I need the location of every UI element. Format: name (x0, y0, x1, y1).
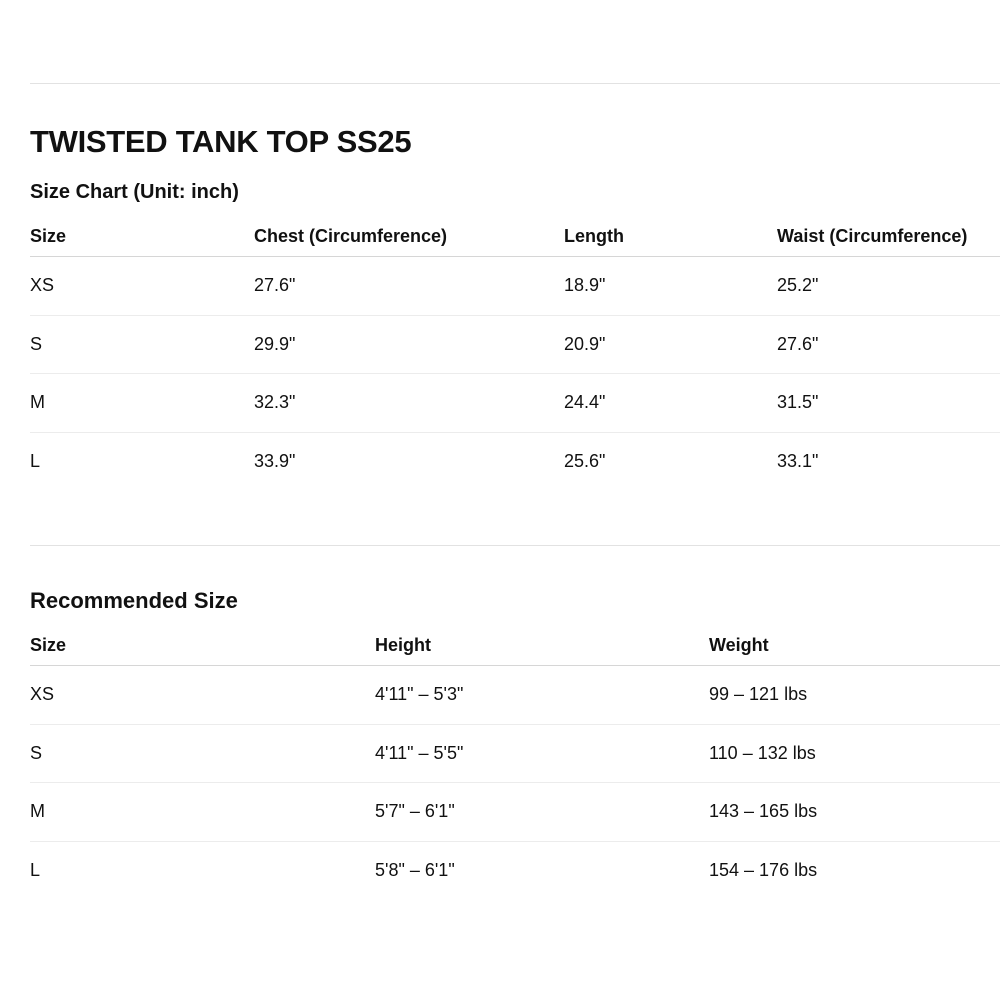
section-divider (30, 545, 1000, 546)
length-cell: 25.6" (564, 451, 606, 472)
size-cell: XS (30, 275, 55, 296)
size-cell: L (30, 860, 41, 881)
size-chart-table (30, 222, 1000, 491)
length-cell: 18.9" (564, 275, 606, 296)
chest-cell: 33.9" (254, 451, 296, 472)
column-header-length: Length (564, 226, 624, 246)
column-header-weight: Weight (709, 635, 769, 655)
column-header-height: Height (375, 635, 431, 655)
table-header-row (30, 631, 1000, 666)
weight-cell: 143 – 165 lbs (709, 801, 818, 822)
chest-cell: 27.6" (254, 275, 296, 296)
size-cell: S (30, 333, 43, 354)
table-row (30, 842, 1000, 901)
weight-cell: 154 – 176 lbs (709, 860, 818, 881)
column-header-waist: Waist (Circumference) (777, 226, 968, 246)
size-cell: M (30, 801, 45, 822)
column-header-size: Size (30, 226, 67, 246)
size-guide-page (30, 0, 1000, 1000)
height-cell: 4'11" – 5'5" (375, 742, 464, 763)
table-row (30, 257, 1000, 316)
waist-cell: 33.1" (777, 451, 819, 472)
size-cell: XS (30, 684, 55, 705)
weight-cell: 110 – 132 lbs (709, 742, 816, 763)
table-row (30, 374, 1000, 433)
table-row (30, 725, 1000, 784)
table-row (30, 783, 1000, 842)
table-row (30, 666, 1000, 725)
column-header-chest: Chest (Circumference) (254, 226, 448, 246)
recommended-size-title: Recommended Size (30, 588, 238, 613)
table-row (30, 316, 1000, 375)
table-header-row (30, 222, 1000, 257)
size-cell: S (30, 742, 43, 763)
chest-cell: 32.3" (254, 392, 296, 413)
height-cell: 4'11" – 5'3" (375, 684, 464, 705)
length-cell: 24.4" (564, 392, 606, 413)
length-cell: 20.9" (564, 333, 606, 354)
table-row (30, 433, 1000, 492)
waist-cell: 25.2" (777, 275, 819, 296)
waist-cell: 27.6" (777, 333, 819, 354)
weight-cell: 99 – 121 lbs (709, 684, 808, 705)
chest-cell: 29.9" (254, 333, 296, 354)
size-cell: M (30, 392, 45, 413)
product-title: TWISTED TANK TOP SS25 (30, 124, 412, 159)
top-divider (30, 83, 1000, 84)
waist-cell: 31.5" (777, 392, 819, 413)
height-cell: 5'7" – 6'1" (375, 801, 455, 822)
height-cell: 5'8" – 6'1" (375, 860, 455, 881)
size-cell: L (30, 451, 41, 472)
size-chart-title: Size Chart (Unit: inch) (30, 181, 239, 203)
column-header-size: Size (30, 635, 67, 655)
recommended-size-table (30, 631, 1000, 900)
